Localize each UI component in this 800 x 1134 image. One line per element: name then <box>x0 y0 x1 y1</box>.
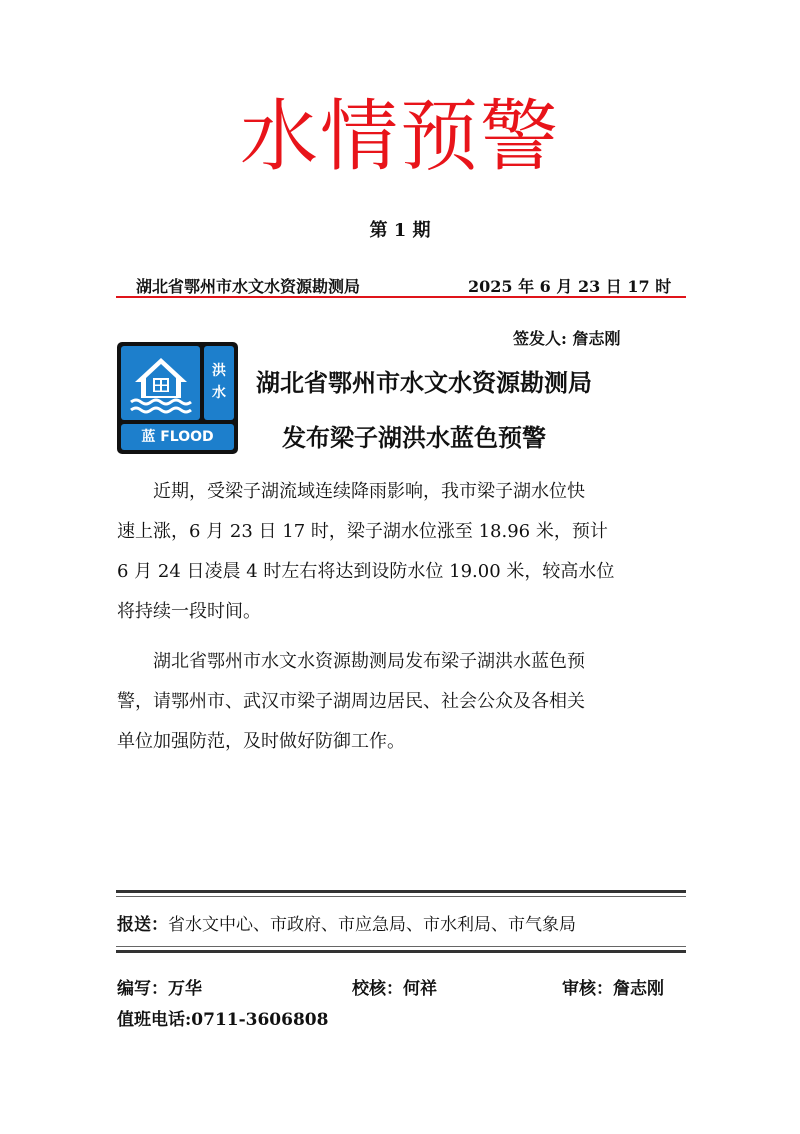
issue-number: 第 1 期 <box>369 220 431 241</box>
badge-icon-panel <box>121 346 200 420</box>
signer <box>513 326 621 349</box>
issuing-agency: 湖北省鄂州市水文水资源勘测局 <box>136 277 361 296</box>
footer-top-divider-thin <box>116 896 686 897</box>
footer-mid-divider-thick <box>116 950 686 953</box>
badge-bottom-label: 蓝 FLOOD <box>121 424 234 450</box>
headline-line-1: 湖北省鄂州市水文水资源勘测局 <box>256 369 592 397</box>
paragraph-line: 速上涨，6 月 23 日 17 时，梁子湖水位涨至 18.96 米，预计 <box>117 521 608 542</box>
headline-line-2: 发布梁子湖洪水蓝色预警 <box>282 424 546 452</box>
footer-mid-divider-thin <box>116 946 686 947</box>
checker <box>352 974 437 999</box>
writer-name: 万华 <box>168 979 202 999</box>
distribution-label: 报送： <box>117 915 168 935</box>
paragraph-line: 湖北省鄂州市水文水资源勘测局发布梁子湖洪水蓝色预 <box>153 651 585 672</box>
flood-blue-warning-badge <box>117 342 238 454</box>
checker-label: 校核： <box>352 979 403 999</box>
header-red-divider <box>116 296 686 298</box>
body-paragraph-2 <box>117 642 692 762</box>
writer <box>117 974 202 999</box>
duty-phone <box>117 1005 328 1030</box>
paragraph-line: 将持续一段时间。 <box>117 601 261 622</box>
paragraph-line: 单位加强防范，及时做好防御工作。 <box>117 731 405 752</box>
reviewer <box>562 974 664 999</box>
signer-label: 签发人: <box>513 329 567 348</box>
duty-phone-label: 值班电话: <box>117 1010 192 1030</box>
paragraph-line: 警，请鄂州市、武汉市梁子湖周边居民、社会公众及各相关 <box>117 691 585 712</box>
flooded-house-icon <box>129 354 193 414</box>
footer-top-divider-thick <box>116 890 686 893</box>
reviewer-label: 审核： <box>562 979 613 999</box>
writer-label: 编写： <box>117 979 168 999</box>
body-paragraph-1 <box>117 472 692 632</box>
banner-title: 水情预警 <box>239 92 560 182</box>
distribution-recipients: 省水文中心、市政府、市应急局、市水利局、市气象局 <box>168 915 576 935</box>
issue-datetime: 2025 年 6 月 23 日 17 时 <box>468 277 672 296</box>
checker-name: 何祥 <box>403 979 437 999</box>
distribution-list <box>117 910 576 935</box>
badge-side-char-1: 洪 <box>212 363 226 379</box>
duty-phone-number: 0711-3606808 <box>191 1010 329 1030</box>
reviewer-name: 詹志刚 <box>613 979 664 999</box>
signer-name: 詹志刚 <box>572 329 621 348</box>
paragraph-line: 近期，受梁子湖流域连续降雨影响，我市梁子湖水位快 <box>153 481 585 502</box>
badge-side-panel <box>204 346 234 420</box>
badge-side-char-2: 水 <box>212 385 226 401</box>
paragraph-line: 6 月 24 日凌晨 4 时左右将达到设防水位 19.00 米，较高水位 <box>117 561 615 582</box>
